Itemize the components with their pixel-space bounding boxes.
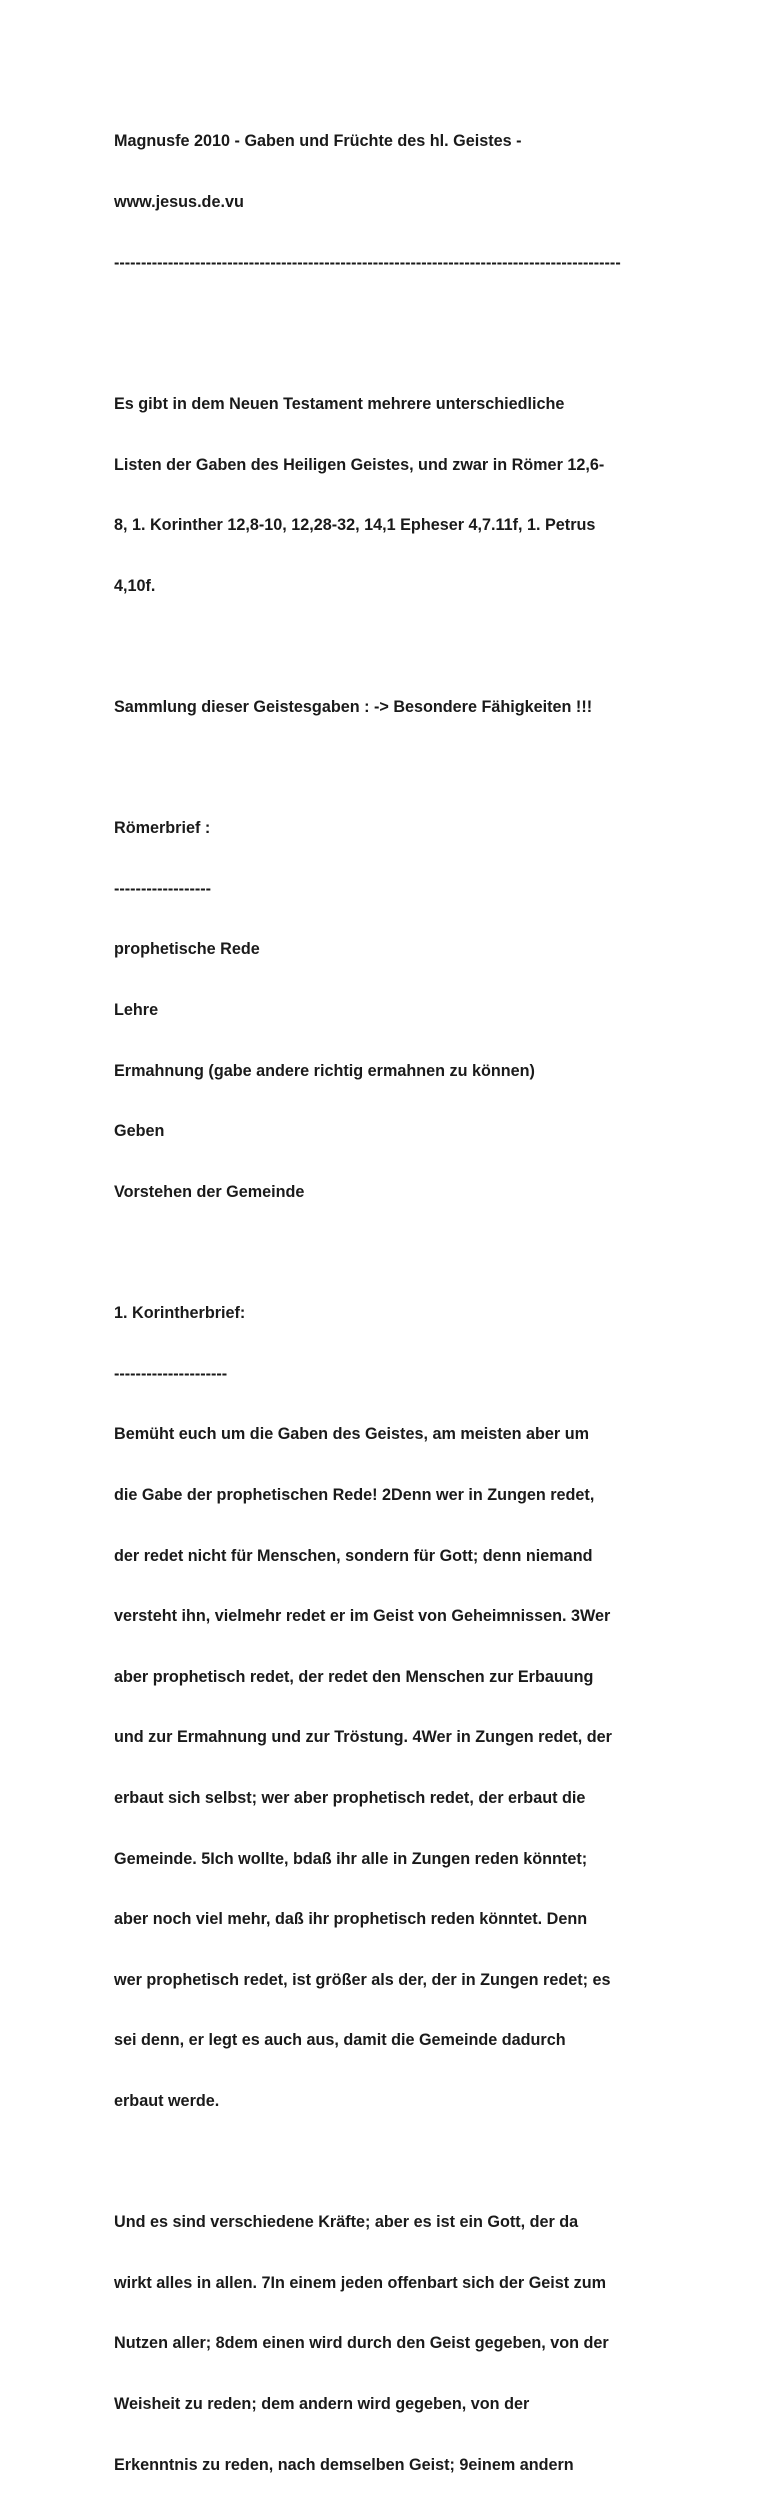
paragraph-line: Bemüht euch um die Gaben des Geistes, am meisten aber um xyxy=(114,1425,589,1444)
intro-paragraph xyxy=(114,354,674,637)
intro-line: Es gibt in dem Neuen Testament mehrere unterschiedliche xyxy=(114,395,565,414)
list-item: Geben xyxy=(114,1122,165,1141)
paragraph-line: wirkt alles in allen. 7In einem jeden offenbart sich der Geist zum xyxy=(114,2273,607,2292)
korinther-paragraph-2 xyxy=(114,2172,674,2515)
paragraph-line: wer prophetisch redet, ist größer als der, der in Zungen redet; es xyxy=(114,1970,611,1989)
paragraph-line: die Gabe der prophetischen Rede! 2Denn wer in Zungen redet, xyxy=(114,1485,595,1504)
list-item: Lehre xyxy=(114,1001,159,1020)
paragraph-line: und zur Ermahnung und zur Tröstung. 4Wer in Zungen redet, der xyxy=(114,1728,612,1747)
paragraph-line: sei denn, er legt es auch aus, damit die Gemeinde dadurch xyxy=(114,2031,566,2050)
intro-line: Listen der Gaben des Heiligen Geistes, und zwar in Römer 12,6- xyxy=(114,455,605,474)
intro-line: 8, 1. Korinther 12,8-10, 12,28-32, 14,1 Epheser 4,7.11f, 1. Petrus xyxy=(114,516,596,535)
intro-line: 4,10f. xyxy=(114,576,156,595)
list-item: Vorstehen der Gemeinde xyxy=(114,1182,305,1201)
paragraph-line: Gemeinde. 5Ich wollte, bdaß ihr alle in Zungen reden könntet; xyxy=(114,1849,588,1868)
roemer-section xyxy=(114,778,674,1243)
paragraph-line: Weisheit zu reden; dem andern wird gegeben, von der xyxy=(114,2395,530,2414)
paragraph-line: erbaut werde. xyxy=(114,2092,220,2111)
section-rule: --------------------- xyxy=(114,1364,228,1383)
paragraph-line: erbaut sich selbst; wer aber prophetisch redet, der erbaut die xyxy=(114,1789,586,1807)
paragraph-line: versteht ihn, vielmehr redet er im Geist von Geheimnissen. 3Wer xyxy=(114,1607,611,1626)
collection-paragraph xyxy=(114,657,674,758)
document-title xyxy=(114,91,674,313)
paragraph-line: der redet nicht für Menschen, sondern für Gott; denn niemand xyxy=(114,1546,593,1565)
list-item: prophetische Rede xyxy=(114,940,260,959)
korinther-section xyxy=(114,1263,674,2152)
section-heading: 1. Korintherbrief: xyxy=(114,1304,246,1323)
paragraph-line: aber noch viel mehr, daß ihr prophetisch reden könntet. Denn xyxy=(114,1910,588,1929)
collection-line: Sammlung dieser Geistesgaben : -> Besondere Fähigkeiten !!! xyxy=(114,698,593,717)
document-page xyxy=(114,91,674,2515)
list-item: Ermahnung (gabe andere richtig ermahnen zu können) xyxy=(114,1061,535,1080)
paragraph-line: Und es sind verschiedene Kräfte; aber es ist ein Gott, der da xyxy=(114,2213,579,2232)
title-rule: ---------------------------------------------------------------------------------------------- xyxy=(114,253,621,272)
section-heading: Römerbrief : xyxy=(114,819,211,838)
paragraph-line: Erkenntnis zu reden, nach demselben Geist; 9einem andern xyxy=(114,2455,574,2474)
title-line: www.jesus.de.vu xyxy=(114,193,244,212)
paragraph-line: Nutzen aller; 8dem einen wird durch den Geist gegeben, von der xyxy=(114,2334,609,2353)
paragraph-line: aber prophetisch redet, der redet den Menschen zur Erbauung xyxy=(114,1667,594,1686)
section-rule: ------------------ xyxy=(114,879,212,898)
title-line: Magnusfe 2010 - Gaben und Früchte des hl. Geistes - xyxy=(114,132,522,151)
